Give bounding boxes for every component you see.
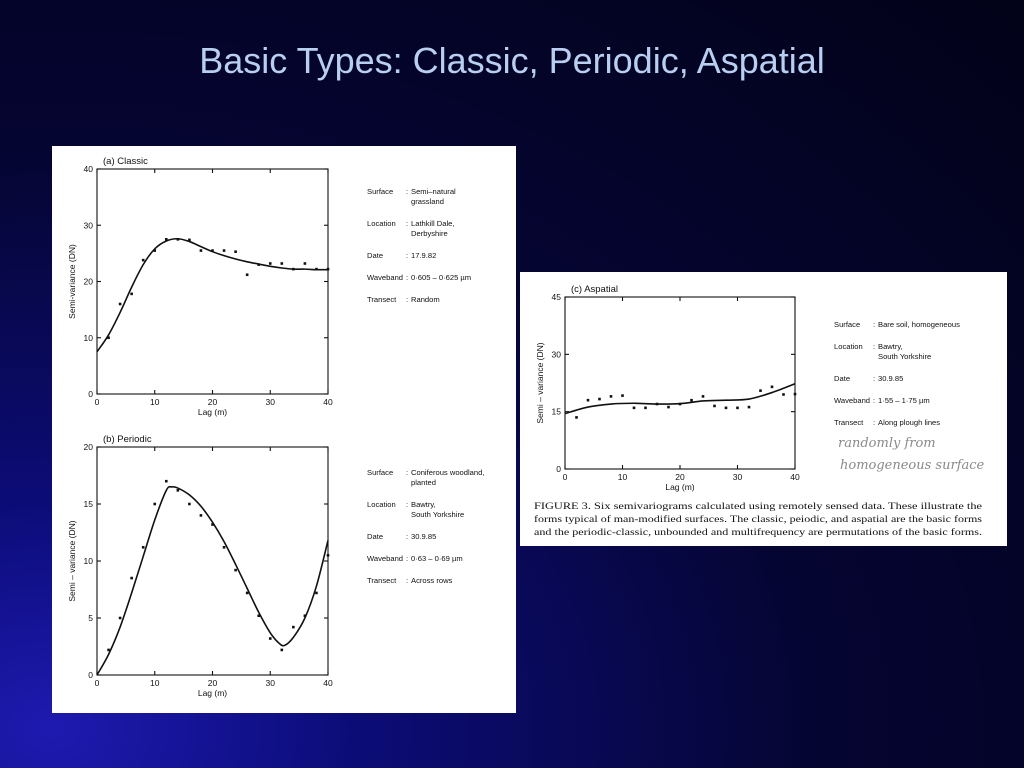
classic-ytick-label: 10 [83,332,93,343]
aspatial-meta-sep: : [873,342,876,351]
periodic-ylabel: Semi – variance (DN) [67,520,77,602]
aspatial-data-point [782,393,785,396]
classic-xtick-label: 20 [207,397,218,407]
periodic-meta-value: Coniferous woodland, [411,468,485,477]
classic-data-point [130,293,133,296]
periodic-data-point [315,592,318,595]
classic-data-point [142,259,145,262]
aspatial-data-point [702,395,705,398]
periodic-meta-value: Bawtry, [411,500,436,509]
periodic-ytick-label: 20 [83,442,93,452]
classic-meta-sep: : [406,187,409,196]
periodic-meta-key: Location [367,500,396,509]
figure-right-svg [520,272,1007,546]
aspatial-meta-sep: : [873,374,876,383]
classic-ytick-label: 40 [83,164,93,174]
periodic-ytick-label: 5 [88,613,93,623]
periodic-meta-key: Date [367,532,384,541]
periodic-data-point [153,503,156,506]
aspatial-data-point [759,389,762,392]
caption-line: forms typical of man-modified surfaces. The classic, peiodic, and aspatial are the basic forms [534,514,983,525]
periodic-data-point [211,523,214,526]
classic-xtick-label: 30 [265,397,275,407]
periodic-data-point [234,569,237,572]
aspatial-meta-sep: : [873,320,876,329]
periodic-xlabel: Lag (m) [197,688,228,698]
aspatial-xtick-label: 20 [675,472,685,482]
figure-caption [534,501,982,538]
classic-meta-value: 0·605 – 0·625 µm [411,273,472,282]
aspatial-data-point [598,398,601,401]
handwritten-note [838,436,985,473]
aspatial-ylabel: Semi – variance (DN) [535,342,545,424]
classic-meta-sep: : [406,219,409,228]
aspatial-meta-value: South Yorkshire [878,352,932,361]
classic-data-point [281,262,284,265]
classic-meta-value: Derbyshire [411,229,448,238]
classic-data-point [304,262,307,265]
classic-data-point [234,250,237,253]
aspatial-meta-key: Surface [834,320,861,329]
aspatial-xlabel: Lag (m) [665,482,695,492]
periodic-meta-value: Across rows [411,576,453,585]
classic-data-point [211,249,214,252]
periodic-xtick-label: 20 [207,678,218,688]
aspatial-meta-key: Location [834,342,863,351]
aspatial-data-point [610,395,613,398]
classic-chart [67,156,471,417]
figure-panel-right [520,272,1007,546]
periodic-ytick-label: 15 [83,499,93,509]
periodic-xtick-label: 30 [265,678,275,688]
aspatial-data-point [748,406,751,409]
classic-meta-value: Random [411,295,440,304]
classic-data-point [269,262,272,265]
periodic-ytick-label: 0 [88,670,93,680]
periodic-meta-key: Transect [367,576,397,585]
periodic-data-point [142,546,145,549]
aspatial-meta-value: 1·55 – 1·75 µm [878,396,930,405]
aspatial-data-point [713,405,716,408]
classic-xlabel: Lag (m) [197,407,228,417]
classic-meta-key: Waveband [367,273,404,282]
classic-data-point [165,238,168,241]
aspatial-ytick-label: 30 [551,349,561,360]
periodic-meta-sep: : [406,554,409,563]
classic-xtick-label: 0 [94,397,100,407]
aspatial-meta-value: Along plough lines [878,418,941,427]
periodic-data-point [188,503,191,506]
periodic-meta-sep: : [406,468,409,477]
classic-data-point [257,263,260,266]
classic-ylabel: Semi-variance (DN) [67,244,77,319]
periodic-data-point [257,614,260,617]
classic-meta-value: 17.9.82 [411,251,437,260]
aspatial-data-point [679,403,682,406]
aspatial-title: (c) Aspatial [571,284,618,295]
periodic-data-point [269,637,272,640]
periodic-data-point [200,514,203,517]
classic-data-point [223,249,226,252]
periodic-meta-sep: : [406,532,409,541]
figure-left-svg [52,146,516,713]
aspatial-plot-frame [565,297,795,469]
periodic-data-point [281,649,284,652]
classic-data-point [107,336,110,339]
periodic-meta-key: Surface [367,468,394,477]
aspatial-meta-key: Date [834,374,851,383]
aspatial-xtick-label: 40 [790,472,800,482]
aspatial-data-point [587,399,590,402]
aspatial-data-point [690,399,693,402]
classic-meta-sep: : [406,251,409,260]
classic-data-point [188,239,191,242]
aspatial-meta-sep: : [873,396,876,405]
classic-meta-key: Surface [367,187,394,196]
classic-data-point [246,273,249,276]
periodic-chart [67,434,484,698]
periodic-data-point [304,614,307,617]
classic-ytick-label: 0 [88,389,93,399]
aspatial-xtick-label: 0 [562,472,568,482]
handwritten-line: homogeneous surface [840,458,985,473]
classic-meta-key: Location [367,219,396,228]
periodic-plot-frame [97,447,328,675]
aspatial-xtick-label: 30 [732,472,743,482]
periodic-data-point [177,489,180,492]
periodic-meta-value: 30.9.85 [411,532,437,541]
aspatial-meta-key: Waveband [834,396,871,405]
slide-title: Basic Types: Classic, Periodic, Aspatial [199,40,825,81]
periodic-data-point [246,592,249,595]
periodic-fit-curve [97,487,328,675]
periodic-meta-value: planted [411,478,436,487]
aspatial-data-point [633,407,636,410]
classic-meta-value: grassland [411,197,444,206]
classic-meta-key: Transect [367,295,397,304]
periodic-xtick-label: 40 [323,678,333,688]
aspatial-data-point [656,403,659,406]
aspatial-meta-sep: : [873,418,876,427]
periodic-meta-sep: : [406,576,409,585]
classic-xtick-label: 10 [150,397,160,407]
classic-xtick-label: 40 [323,397,333,407]
aspatial-data-point [725,407,728,410]
classic-ytick-label: 20 [83,276,93,287]
periodic-meta-sep: : [406,500,409,509]
classic-data-point [119,303,122,306]
aspatial-data-point [771,386,774,389]
classic-data-point [177,238,180,241]
classic-ytick-label: 30 [83,220,93,231]
classic-plot-frame [97,169,328,394]
periodic-meta-value: South Yorkshire [411,510,465,519]
aspatial-meta-value: 30.9.85 [878,374,904,383]
periodic-data-point [130,577,133,580]
classic-title: (a) Classic [103,156,148,167]
periodic-meta-key: Waveband [367,554,404,563]
classic-meta-key: Date [367,251,384,260]
classic-data-point [200,249,203,252]
periodic-data-point [107,649,110,652]
periodic-data-point [119,617,122,620]
classic-data-point [292,268,295,271]
classic-data-point [315,268,318,271]
aspatial-data-point [794,393,797,396]
aspatial-meta-key: Transect [834,418,864,427]
periodic-data-point [292,626,295,629]
classic-meta-value: Lathkill Dale, [411,219,455,228]
aspatial-data-point [644,407,647,410]
caption-line: FIGURE 3. Six semivariograms calculated using remotely sensed data. These illustrate the [534,501,982,512]
aspatial-data-point [736,407,739,410]
classic-data-point [327,268,330,271]
aspatial-data-point [575,416,578,419]
classic-meta-sep: : [406,295,409,304]
aspatial-data-point [667,406,670,409]
aspatial-xtick-label: 10 [617,472,628,482]
aspatial-meta-value: Bare soil, homogeneous [878,320,960,329]
aspatial-ytick-label: 15 [551,406,561,417]
periodic-xtick-label: 0 [94,678,100,688]
periodic-ytick-label: 10 [83,556,93,566]
classic-fit-curve [97,239,328,352]
periodic-title: (b) Periodic [103,434,152,445]
aspatial-meta-value: Bawtry, [878,342,903,351]
aspatial-ytick-label: 0 [556,464,561,474]
periodic-data-point [165,480,168,483]
periodic-data-point [223,546,226,549]
periodic-data-point [327,554,330,557]
classic-meta-value: Semi–natural [411,187,456,196]
aspatial-ytick-label: 45 [551,292,561,302]
periodic-xtick-label: 10 [150,678,160,688]
handwritten-line: randomly from [838,436,936,451]
classic-meta-sep: : [406,273,409,282]
caption-line: and the periodic-classic, unbounded and multifrequency are permutations of the basic forms. [534,527,982,538]
classic-data-point [153,249,156,252]
periodic-meta-value: 0·63 – 0·69 µm [411,554,463,563]
aspatial-data-point [621,394,624,397]
figure-panel-left [52,146,516,713]
